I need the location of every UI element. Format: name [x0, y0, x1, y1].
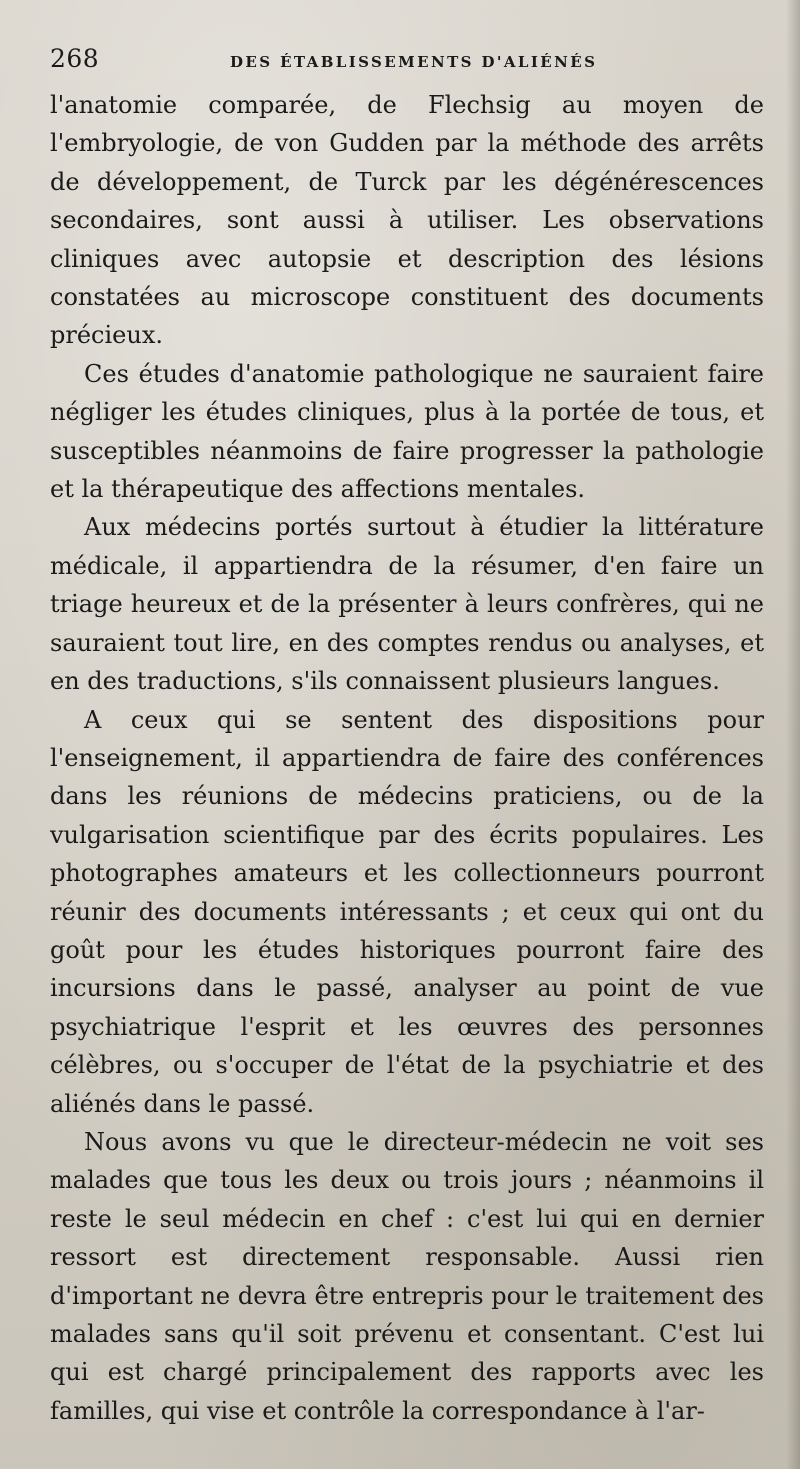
body-text	[50, 86, 764, 1430]
paragraph-etudes-cliniques: Ces études d'anatomie pathologique ne sauraient faire négliger les études cliniques, plus à la portée de tous, et susceptibles néanmoins de faire progresser la pathologie et la thérapeutique des affections mentales.	[50, 359, 764, 504]
paragraph-anatomie: l'anatomie comparée, de Flechsig au moyen de l'embryologie, de von Gudden par la méthode des arrêts de développement, de Turck par les dégénérescences secondaires, sont aussi à utiliser. Les observations cliniques avec autopsie et description des lésions constatées au microscope constituent des documents précieux.	[50, 91, 764, 350]
paragraph-enseignement: A ceux qui se sentent des dispositions pour l'enseignement, il appartiendra de faire des conférences dans les réunions de médecins praticiens, ou de la vulgarisation scientifique par des écrits populaires. Les photographes amateurs et les collectionneurs pourront réunir des documents intéressants ; et ceux qui ont du goût pour les études historiques pourront faire des incursions dans le passé, analyser au point de vue psychiatrique l'esprit et les œuvres des personnes célèbres, ou s'occuper de l'état de la psychiatrie et des aliénés dans le passé.	[50, 705, 764, 1118]
running-title: DES ÉTABLISSEMENTS D'ALIÉNÉS	[230, 53, 598, 71]
paragraph-litterature-medicale: Aux médecins portés surtout à étudier la littérature médicale, il appartiendra de la résumer, d'en faire un triage heureux et de la présenter à leurs confrères, qui ne sauraient tout lire, en des comptes rendus ou analyses, et en des traductions, s'ils connaissent plusieurs langues.	[50, 513, 764, 696]
page-number: 268	[50, 44, 100, 73]
paragraph-directeur-medecin: Nous avons vu que le directeur-médecin ne voit ses malades que tous les deux ou trois jours ; néanmoins il reste le seul médecin en chef : c'est lui qui en dernier ressort est directement responsable. Aussi rien d'important ne devra être entrepris pour le traitement des malades sans qu'il soit prévenu et consentant. C'est lui qui est chargé principalement des rapports avec les familles, qui vise et contrôle la correspondance à l'ar-	[50, 1127, 764, 1425]
running-head	[50, 44, 764, 84]
